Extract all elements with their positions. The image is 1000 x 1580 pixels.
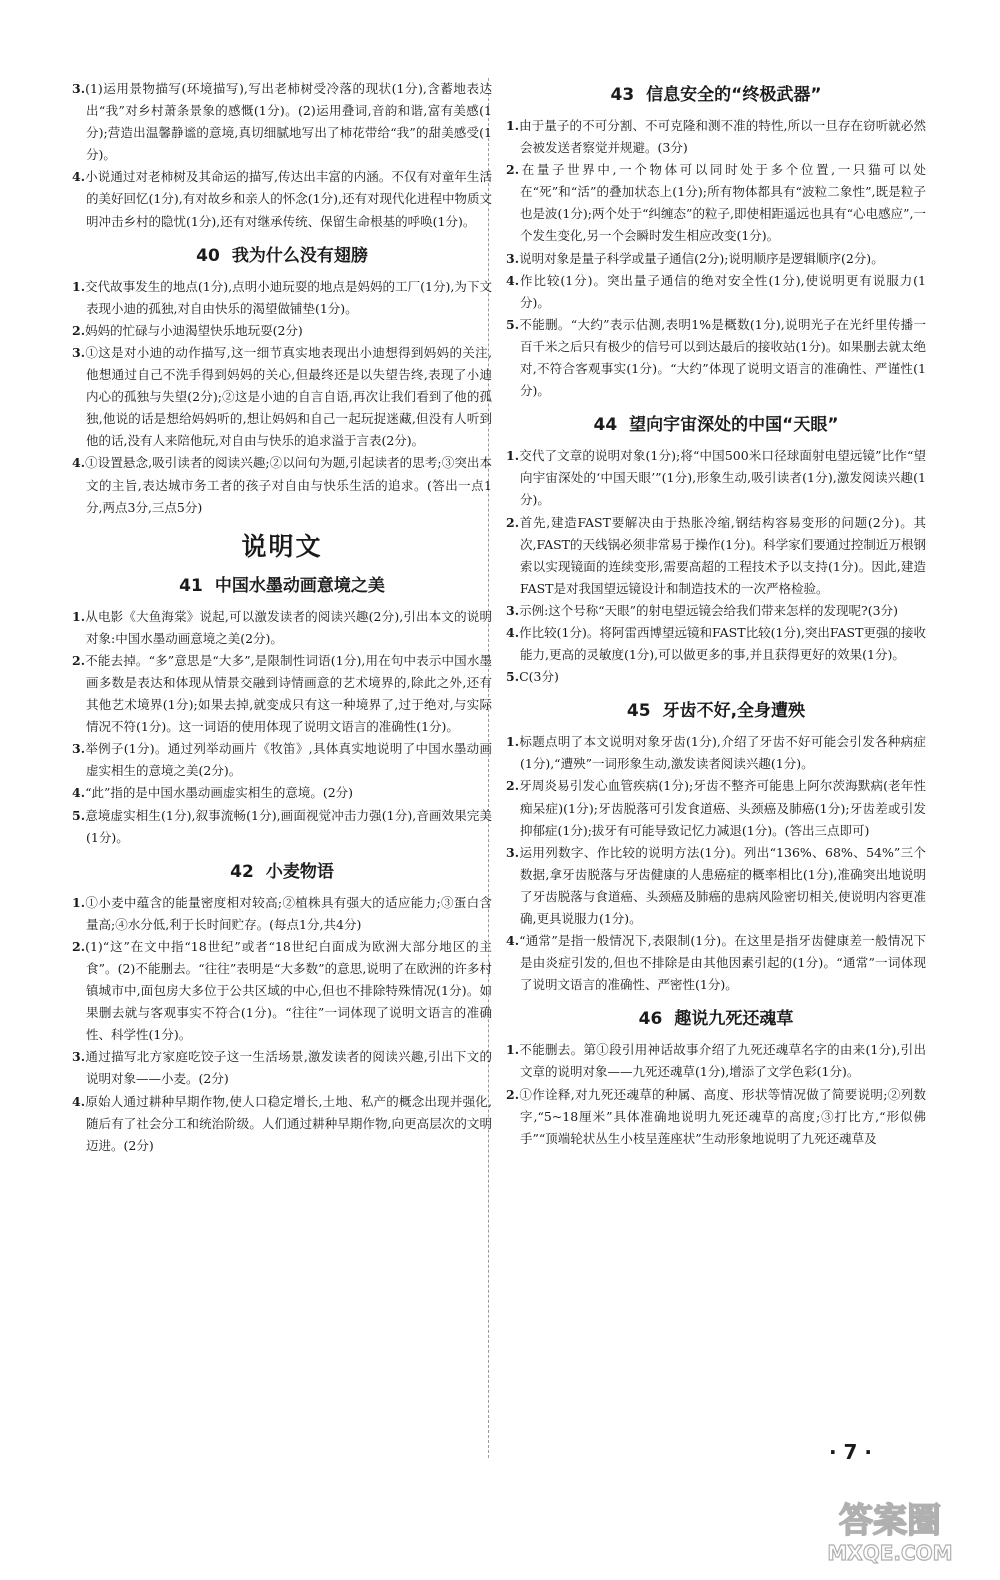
answer-item: 4.作比较(1分)。将阿雷西博望远镜和FAST比较(1分),突出FAST更强的接收能力,更高的灵敏度(1分),可以做更多的事,并且获得更好的效果(1分)。 bbox=[506, 624, 926, 663]
watermark-logo bbox=[810, 1488, 970, 1568]
right-column bbox=[506, 78, 926, 1150]
section-title-45: 45 牙齿不好,全身遭殃 bbox=[626, 701, 806, 722]
answer-item: 3.通过描写北方家庭吃饺子这一生活场景,激发读者的阅读兴趣,引出下文的说明对象——小麦。(2分) bbox=[72, 1049, 492, 1087]
answer-item: 2.不能去掉。“多”意思是“大多”,是限制性词语(1分),用在句中表示中国水墨画多数是表达和体现从情景交融到诗情画意的艺术境界的,除此之外,还有其他艺术境界(1分);如果去掉,就变成只有这一种境界了,过于绝对,与实际情况不符(1分)。这一词语的使用体现了说明文语言的准确性(1分)。 bbox=[72, 652, 492, 735]
answer-item: 3.举例子(1分)。通过列举动画片《牧笛》,具体真实地说明了中国水墨动画虚实相生的意境之美(2分)。 bbox=[72, 741, 492, 779]
section-title-43: 43 信息安全的“终极武器” bbox=[610, 85, 822, 105]
section-title-40: 40 我为什么没有翅膀 bbox=[196, 245, 368, 266]
answer-item: 1.由于量子的不可分割、不可克隆和测不准的特性,所以一旦存在窃听就必然会被发送者察觉并规避。(3分) bbox=[506, 118, 926, 156]
section-title-46: 46 趣说九死还魂草 bbox=[638, 1009, 794, 1030]
answer-item: 2.①作诠释,对九死还魂草的种属、高度、形状等情况做了简要说明;②列数字,“5~18厘米”具体准确地说明九死还魂草的高度;③打比方,“形似佛手”“顶端轮状丛生小枝呈莲座状”生动形象地说明了九死还魂草及 bbox=[506, 1086, 926, 1146]
section-title-44: 44 望向宇宙深处的中国“天眼” bbox=[593, 415, 839, 436]
answer-item: 5.C(3分) bbox=[506, 669, 559, 685]
page-number: · 7 · bbox=[828, 1440, 872, 1464]
answer-item: 3.(1)运用景物描写(环境描写),写出老柿树受冷落的现状(1分),含蓄地表达出“我”对乡村萧条景象的感慨(1分)。(2)运用叠词,音韵和谐,富有美感(1分);营造出温馨静谧的意境,真切细腻地写出了柿花带给“我”的甜美感受(1分)。 bbox=[72, 81, 492, 163]
answer-item: 4.“通常”是指一般情况下,表限制(1分)。在这里是指牙齿健康差一般情况下是由炎症引发的,但也不排除是由其他因素引起的(1分)。“通常”一词体现了说明文语言的准确性、严密性(1分)。 bbox=[506, 933, 926, 993]
answer-item: 5.不能删。“大约”表示估测,表明1%是概数(1分),说明光子在光纤里传播一百千米之后只有极少的信号可以到达最后的接收站(1分)。如果删去就太绝对,不符合客观事实(1分)。“大约”体现了说明文语言的准确性、严谨性(1分)。 bbox=[506, 316, 926, 399]
intro-answers bbox=[72, 78, 492, 233]
answer-item: 1.从电影《大鱼海棠》说起,可以激发读者的阅读兴趣(2分),引出本文的说明对象:中国水墨动画意境之美(2分)。 bbox=[72, 608, 492, 646]
answer-item: 2.在量子世界中,一个物体可以同时处于多个位置,一只猫可以处在“死”和“活”的叠加状态上(1分);所有物体都具有“波粒二象性”,既是粒子也是波(1分);两个处于“纠缠态”的粒子,即使相距遥远也具有“心电感应”,一个发生变化,另一个会瞬时发生相应改变(1分)。 bbox=[506, 162, 926, 244]
svg-text:答案圈: 答案圈 bbox=[839, 1501, 941, 1541]
answer-item: 5.意境虚实相生(1分),叙事流畅(1分),画面视觉冲击力强(1分),音画效果完美(1分)。 bbox=[72, 807, 492, 845]
answer-item: 2.(1)“这”在文中指“18世纪”或者“18世纪白面成为欧洲大部分地区的主食”。(2)不能删去。“往往”表明是“大多数”的意思,说明了在欧洲的许多村镇城市中,面包房大多位于公共区域的中心,但也不排除特殊情况(1分)。如果删去就与客观事实不符合(1分)。“往往”一词体现了说明文语言的准确性、科学性(1分)。 bbox=[72, 938, 492, 1043]
left-column bbox=[72, 78, 492, 1157]
svg-text:MXQE.COM: MXQE.COM bbox=[827, 1541, 953, 1565]
genre-heading: 说明文 bbox=[241, 531, 323, 561]
answer-item: 2.牙周炎易引发心血管疾病(1分);牙齿不整齐可能患上阿尔茨海默病(老年性痴呆症)(1分);牙齿脱落可引发食道癌、头颈癌及肺癌(1分);牙齿差或引发抑郁症(1分);拔牙有可能导致记忆力减退(1分)。(答出三点即可) bbox=[506, 778, 926, 838]
section-title-42: 42 小麦物语 bbox=[230, 861, 334, 882]
answer-item: 1.不能删去。第①段引用神话故事介绍了九死还魂草名字的由来(1分),引出文章的说明对象——九死还魂草(1分),增添了文学色彩(1分)。 bbox=[506, 1042, 926, 1080]
answer-item: 1.标题点明了本文说明对象牙齿(1分),介绍了牙齿不好可能会引发各种病症(1分),“遭殃”一词形象生动,激发读者阅读兴趣(1分)。 bbox=[506, 734, 926, 772]
answer-item: 1.①小麦中蕴含的能量密度相对较高;②植株具有强大的适应能力;③蛋白含量高;④水分低,利于长时间贮存。(每点1分,共4分) bbox=[72, 894, 492, 932]
answer-item: 3.说明对象是量子科学或量子通信(2分);说明顺序是逻辑顺序(2分)。 bbox=[506, 250, 884, 266]
answer-item: 3.运用列数字、作比较的说明方法(1分)。列出“136%、68%、54%”三个数据,拿牙齿脱落与牙齿健康的人患癌症的概率相比(1分),准确突出地说明了牙齿脱落与食道癌、头颈癌及肺癌的患病风险密切相关,使说明内容更准确,更具说服力(1分)。 bbox=[506, 844, 926, 926]
answer-item: 4.原始人通过耕种早期作物,使人口稳定增长,土地、私产的概念出现并强化,随后有了社会分工和统治阶级。人们通过耕种早期作物,向更高层次的文明迈进。(2分) bbox=[72, 1093, 492, 1153]
answer-item: 4.“此”指的是中国水墨动画虚实相生的意境。(2分) bbox=[72, 785, 354, 801]
answer-item: 3.示例:这个号称“天眼”的射电望远镜会给我们带来怎样的发现呢?(3分) bbox=[506, 602, 898, 618]
answer-item: 4.①设置悬念,吸引读者的阅读兴趣;②以问句为题,引起读者的思考;③突出本文的主旨,表达城市务工者的孩子对自由与快乐生活的追求。(答出一点1分,两点3分,三点5分) bbox=[72, 455, 492, 515]
answer-item: 4.小说通过对老柿树及其命运的描写,传达出丰富的内涵。不仅有对童年生活的美好回忆(1分),有对故乡和亲人的怀念(1分),还有对现代化进程中物质文明冲击乡村的隐忧(1分),还有对继承传统、保留生命根基的呼唤(1分)。 bbox=[72, 169, 492, 229]
answer-item: 4.作比较(1分)。突出量子通信的绝对安全性(1分),使说明更有说服力(1分)。 bbox=[506, 272, 926, 310]
section-title-41: 41 中国水墨动画意境之美 bbox=[179, 575, 385, 596]
answer-item: 3.①这是对小迪的动作描写,这一细节真实地表现出小迪想得到妈妈的关注,他想通过自己不洗手得到妈妈的关心,但最终还是以失望告终,表现了小迪内心的孤独与失望(2分);②这是小迪的自言自语,再次让我们看到了他的孤独,他说的话是想给妈妈听的,想让妈妈和自己一起玩捉迷藏,但没有人听到他的话,没有人来陪他玩,对自由与快乐的追求溢于言表(2分)。 bbox=[72, 344, 492, 449]
answer-item: 1.交代故事发生的地点(1分),点明小迪玩耍的地点是妈妈的工厂(1分),为下文表现小迪的孤独,对自由快乐的渴望做铺垫(1分)。 bbox=[72, 278, 492, 316]
answer-item: 2.妈妈的忙碌与小迪渴望快乐地玩耍(2分) bbox=[72, 322, 303, 338]
answer-item: 2.首先,建造FAST要解决由于热胀冷缩,钢结构容易变形的问题(2分)。其次,FAST的天线锅必须非常易于操作(1分)。科学家们要通过控制近万根钢索以实现镜面的连续变形,需要高超的工程技术予以支持(1分)。因此,建造FAST是对我国望远镜设计和制造技术的一次严格检验。 bbox=[506, 514, 926, 596]
answer-item: 1.交代了文章的说明对象(1分);将“中国500米口径球面射电望远镜”比作“望向宇宙深处的‘中国天眼’”(1分),形象生动,吸引读者(1分),激发阅读兴趣(1分)。 bbox=[506, 448, 926, 508]
